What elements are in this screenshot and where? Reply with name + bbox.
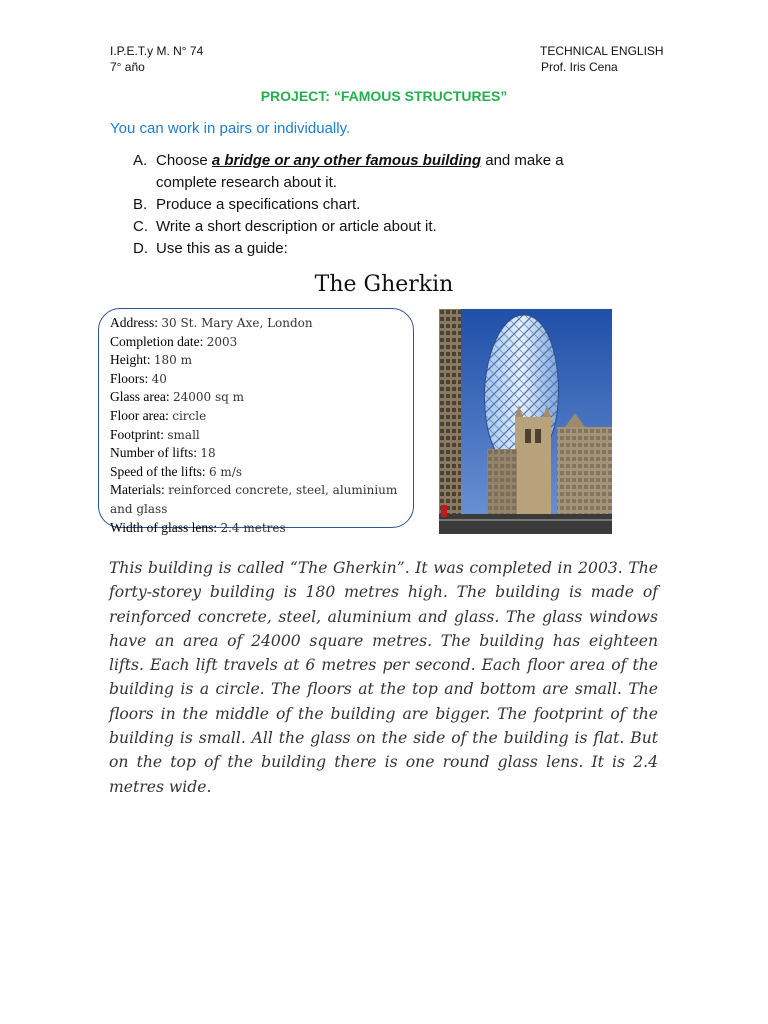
spec-label: Speed of the lifts: [110, 463, 206, 479]
spec-label: Height: [110, 352, 151, 368]
gherkin-photo [439, 309, 612, 534]
spec-row [110, 426, 403, 445]
spec-value: 30 St. Mary Axe, London [161, 316, 313, 330]
instruction-text: Use this as a guide: [156, 240, 288, 257]
grade-label: 7° año [110, 60, 145, 74]
spec-label: Floors: [110, 370, 149, 386]
spec-value: reinforced concrete, steel, aluminium and glass [110, 483, 398, 516]
spec-row [110, 519, 403, 538]
spec-label: Width of glass lens: [110, 519, 218, 535]
instruction-text: Produce a specifications chart. [156, 196, 361, 213]
spec-label: Completion date: [110, 333, 204, 349]
work-mode-note: You can work in pairs or individually. [110, 120, 351, 137]
spec-label: Glass area: [110, 389, 170, 405]
school-name: I.P.E.T.y M. N° 74 [110, 44, 204, 58]
spec-row [110, 314, 403, 333]
header-left [110, 43, 203, 75]
spec-label: Number of lifts: [110, 445, 197, 461]
instruction-text: Choose [156, 152, 212, 169]
spec-row [110, 407, 403, 426]
instruction-emphasis: a bridge or any other famous building [211, 152, 482, 169]
building-description: This building is called “The Gherkin”. It was completed in 2003. The forty-storey building is 180 metres high. The building is made of reinforced concrete, steel, aluminium and glass. The glass windows have an area of 24000 square metres. The building has eighteen lifts. Each lift travels at 6 metres per second. Each floor area of the building is a circle. The floors at the top and bottom are small. The floors in the middle of the building are bigger. The footprint of the building is small. All the glass on the side of the building is flat. But on the top of the building there is one round glass lens. It is 2.4 metres wide. [109, 559, 658, 796]
spec-value: 6 m/s [208, 464, 243, 479]
spec-row [110, 463, 403, 482]
spec-row [110, 388, 403, 407]
subject-label: TECHNICAL ENGLISH [540, 44, 664, 58]
teacher-name: Prof. Iris Cena [541, 60, 618, 74]
spec-value: 40 [151, 371, 167, 386]
instruction-list [133, 150, 613, 260]
instruction-item [133, 194, 613, 216]
header-right [540, 43, 664, 75]
spec-label: Address: [110, 315, 158, 330]
instruction-text: Write a short description or article about it. [156, 218, 437, 235]
spec-value: 2003 [206, 334, 238, 349]
spec-label: Footprint: [110, 426, 165, 442]
spec-value: 18 [200, 446, 216, 461]
spec-label: Floor area: [110, 407, 169, 423]
spec-value: 180 m [153, 353, 192, 368]
specifications-chart [98, 308, 414, 535]
instruction-letter: D. [133, 240, 148, 257]
gherkin-illustration [439, 309, 612, 534]
instruction-letter: C. [133, 218, 148, 235]
spec-value: small [167, 427, 200, 442]
instruction-item [133, 216, 613, 238]
spec-row [110, 444, 403, 463]
example-title: The Gherkin [314, 272, 454, 297]
spec-value: 24000 sq m [172, 390, 245, 405]
spec-row [110, 351, 403, 370]
spec-row [110, 370, 403, 389]
project-title: PROJECT: “FAMOUS STRUCTURES” [260, 88, 508, 104]
instruction-item [133, 238, 613, 260]
spec-label: Materials: [110, 482, 165, 498]
spec-value: 2.4 metres [220, 520, 286, 535]
spec-row [110, 333, 403, 352]
instruction-text: and make a complete research about it. [156, 152, 564, 191]
spec-value: circle [172, 408, 207, 423]
instruction-letter: B. [133, 196, 148, 213]
instruction-item [133, 150, 613, 194]
spec-row [110, 481, 403, 518]
instruction-letter: A. [133, 152, 148, 169]
